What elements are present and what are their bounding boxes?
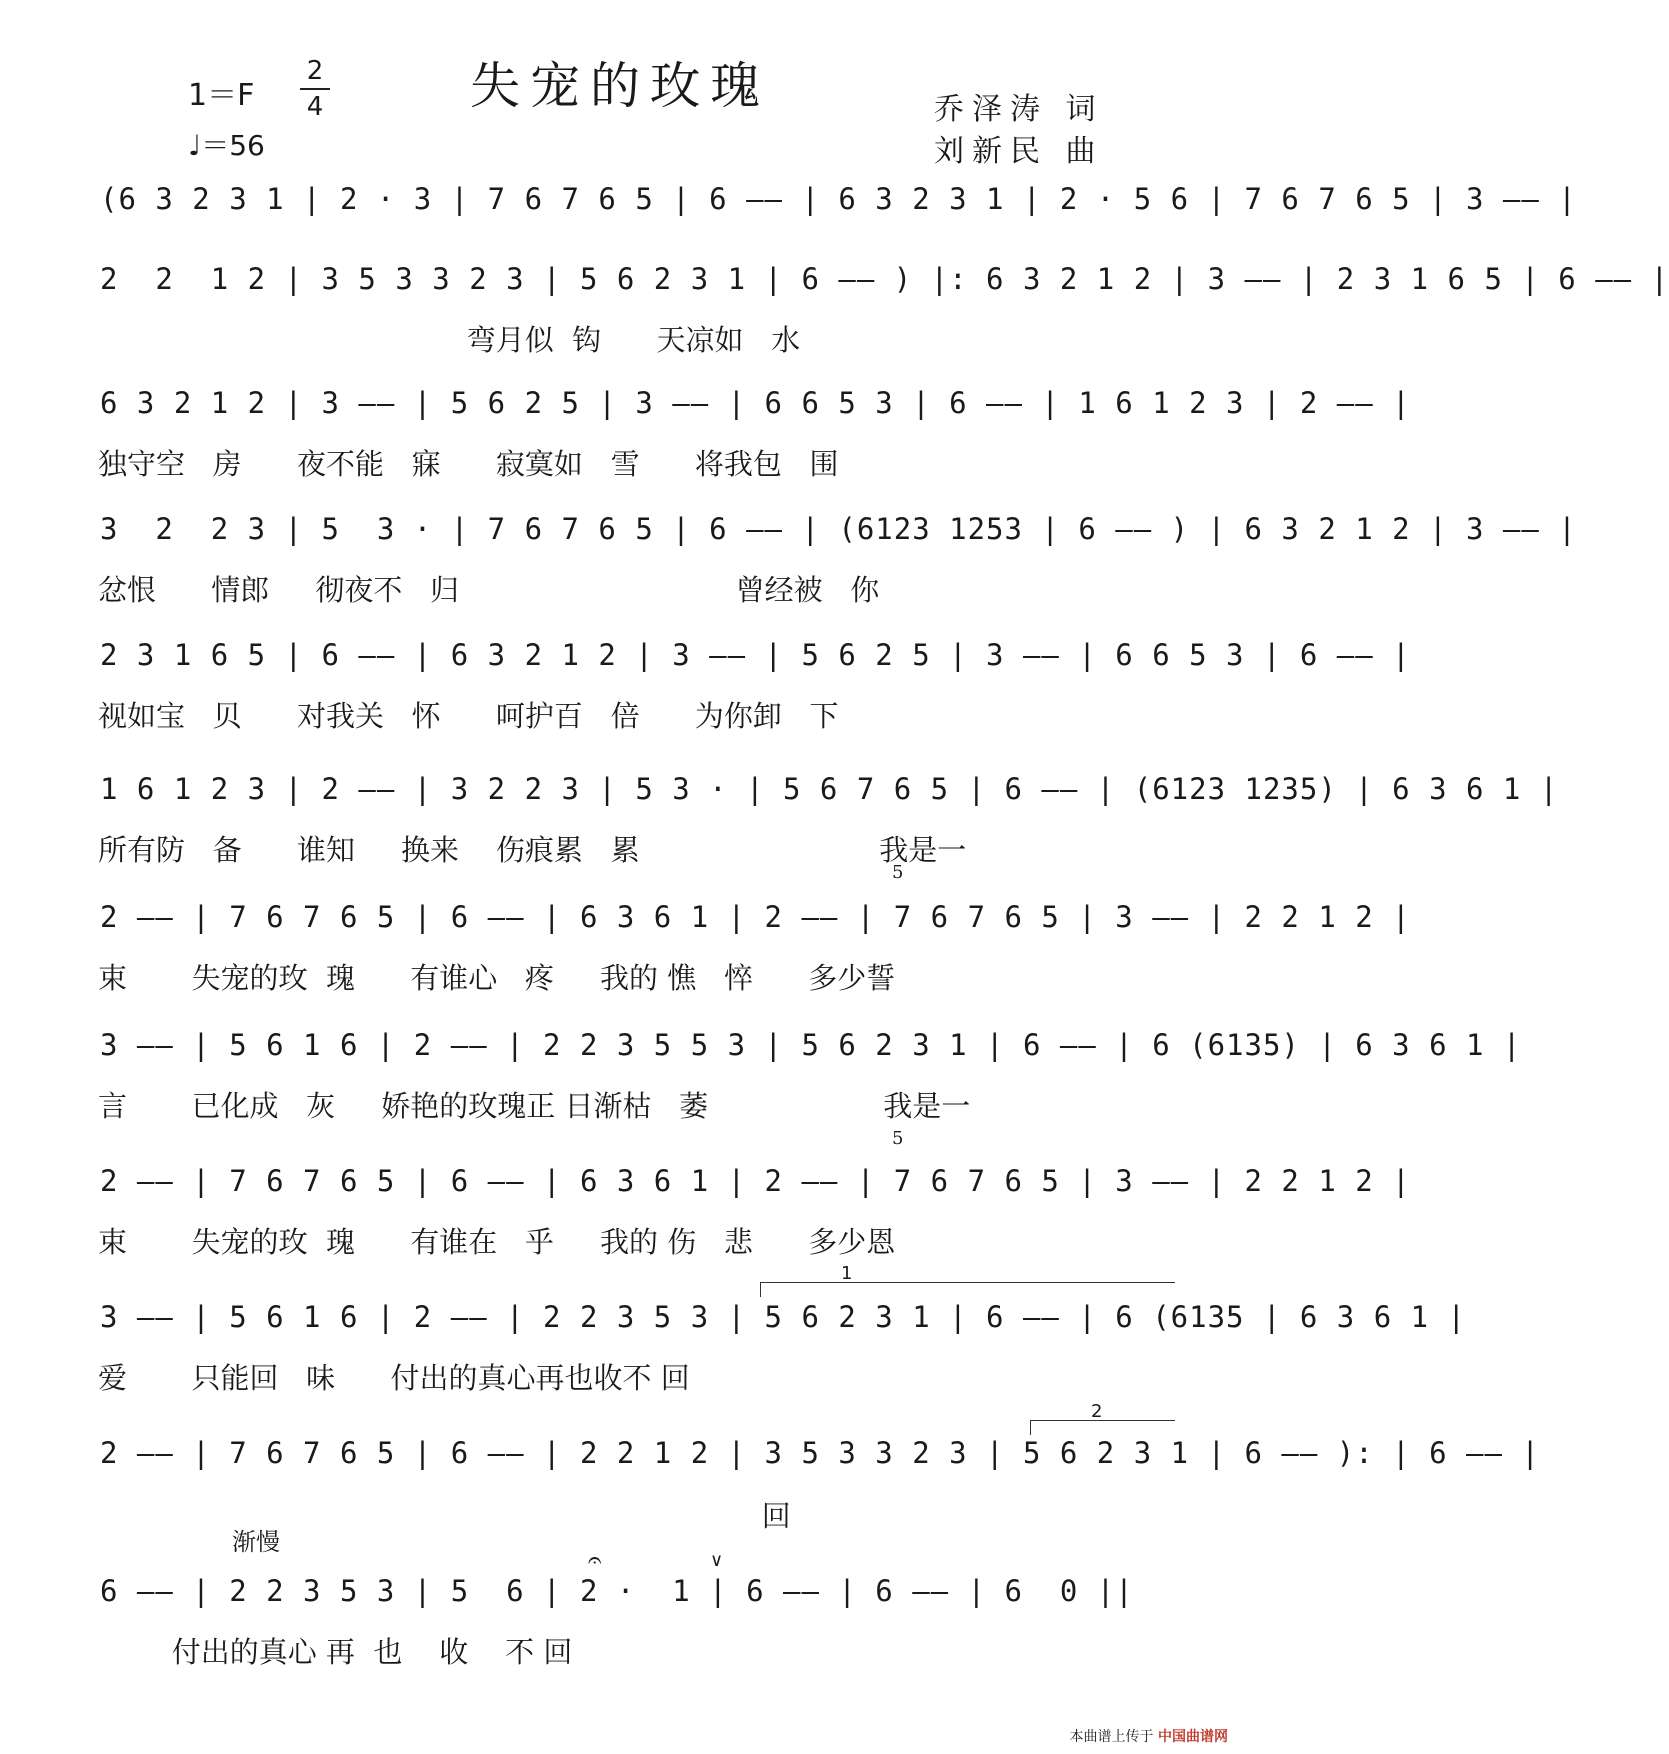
system-3-lyrics: 独守空 房 夜不能 寐 寂寞如 雪 将我包 围 xyxy=(98,447,839,481)
system-1-notes: (6 3 2 3 1 | 2 · 3 | 7 6 7 6 5 | 6 —— | 6 3 2 3 1 | 2 · 5 6 | 7 6 7 6 5 | 3 —— | xyxy=(100,182,1577,216)
time-bottom: 4 xyxy=(306,92,324,122)
breath-mark: ∨ xyxy=(710,1550,724,1571)
system-7-lyrics: 束 失宠的玫 瑰 有谁心 疼 我的 憔 悴 多少誓 xyxy=(98,961,896,995)
composer-credit: 刘新民 曲 xyxy=(934,134,1104,169)
system-7-notes: 2 —— | 7 6 7 6 5 | 6 —— | 6 3 6 1 | 2 —— | 7 6 7 6 5 | 3 —— | 2 2 1 2 | xyxy=(100,900,1411,934)
system-4-lyrics: 忿恨 情郎 彻夜不 归 曾经被 你 xyxy=(98,573,880,607)
volta-1-bracket xyxy=(760,1263,1175,1297)
system-5-lyrics: 视如宝 贝 对我关 怀 呵护百 倍 为你卸 下 xyxy=(98,699,839,733)
ritardando-mark: 渐慢 xyxy=(232,1528,280,1556)
tempo-mark: ♩＝56 xyxy=(188,129,265,162)
system-8-notes: 3 —— | 5 6 1 6 | 2 —— | 2 2 3 5 5 3 | 5 6 2 3 1 | 6 —— | 6 (6135) | 6 3 6 1 | xyxy=(100,1028,1522,1062)
upload-footer xyxy=(1070,1726,1228,1746)
system-4-notes: 3 2 2 3 | 5 3 · | 7 6 7 6 5 | 6 —— | (6123 1253 | 6 —— ) | 6 3 2 1 2 | 3 —— | xyxy=(100,512,1577,546)
system-6-notes: 1 6 1 2 3 | 2 —— | 3 2 2 3 | 5 3 · | 5 6 7 6 5 | 6 —— | (6123 1235) | 6 3 6 1 | xyxy=(100,772,1559,806)
system-6-lyrics: 所有防 备 谁知 换来 伤痕累 累 我是一 xyxy=(98,833,967,867)
system-2-lyrics: 弯月似 钩 天凉如 水 xyxy=(98,323,801,357)
song-title: 失宠的玫瑰 xyxy=(470,57,770,115)
system-8-lyrics: 言 已化成 灰 娇艳的玫瑰正 日渐枯 萎 我是一 xyxy=(98,1089,971,1123)
system-11-notes: 2 —— | 7 6 7 6 5 | 6 —— | 2 2 1 2 | 3 5 3 3 2 3 | 5 6 2 3 1 | 6 —— ): | 6 —— | xyxy=(100,1436,1540,1470)
system-12-notes: 6 —— | 2 2 3 5 3 | 5 6 | 2 · 1 | 6 —— | 6 —— | 6 0 || xyxy=(100,1574,1134,1608)
system-2-notes: 2 2 1 2 | 3 5 3 3 2 3 | 5 6 2 3 1 | 6 —— ) |: 6 3 2 1 2 | 3 —— | 2 3 1 6 5 | 6 —— | xyxy=(100,262,1669,296)
grace-note-5-second: 5 xyxy=(892,1128,904,1149)
site-logo: 中国曲谱网 xyxy=(1158,1729,1228,1745)
system-9-notes: 2 —— | 7 6 7 6 5 | 6 —— | 6 3 6 1 | 2 —— | 7 6 7 6 5 | 3 —— | 2 2 1 2 | xyxy=(100,1164,1411,1198)
system-11-lyrics: 回 xyxy=(98,1499,791,1533)
lyricist-credit: 乔泽涛 词 xyxy=(934,92,1104,127)
volta-2-label: 2 xyxy=(1091,1401,1103,1422)
system-10-lyrics: 爱 只能回 味 付出的真心再也收不 回 xyxy=(98,1361,690,1395)
volta-1-label: 1 xyxy=(841,1263,853,1284)
system-3-notes: 6 3 2 1 2 | 3 —— | 5 6 2 5 | 3 —— | 6 6 5 3 | 6 —— | 1 6 1 2 3 | 2 —— | xyxy=(100,386,1411,420)
key-signature: 1＝F xyxy=(188,78,255,113)
fermata-mark: 𝄐 xyxy=(588,1546,602,1574)
upload-text: 本曲谱上传于 xyxy=(1069,1729,1154,1745)
system-5-notes: 2 3 1 6 5 | 6 —— | 6 3 2 1 2 | 3 —— | 5 6 2 5 | 3 —— | 6 6 5 3 | 6 —— | xyxy=(100,638,1411,672)
time-top: 2 xyxy=(306,56,324,86)
grace-note-5: 5 xyxy=(892,862,904,883)
system-10-notes: 3 —— | 5 6 1 6 | 2 —— | 2 2 3 5 3 | 5 6 2 3 1 | 6 —— | 6 (6135 | 6 3 6 1 | xyxy=(100,1300,1467,1334)
system-9-lyrics: 束 失宠的玫 瑰 有谁在 乎 我的 伤 悲 多少恩 xyxy=(98,1225,896,1259)
volta-2-bracket xyxy=(1030,1401,1175,1435)
system-12-lyrics: 付出的真心 再 也 收 不 回 xyxy=(98,1635,573,1669)
